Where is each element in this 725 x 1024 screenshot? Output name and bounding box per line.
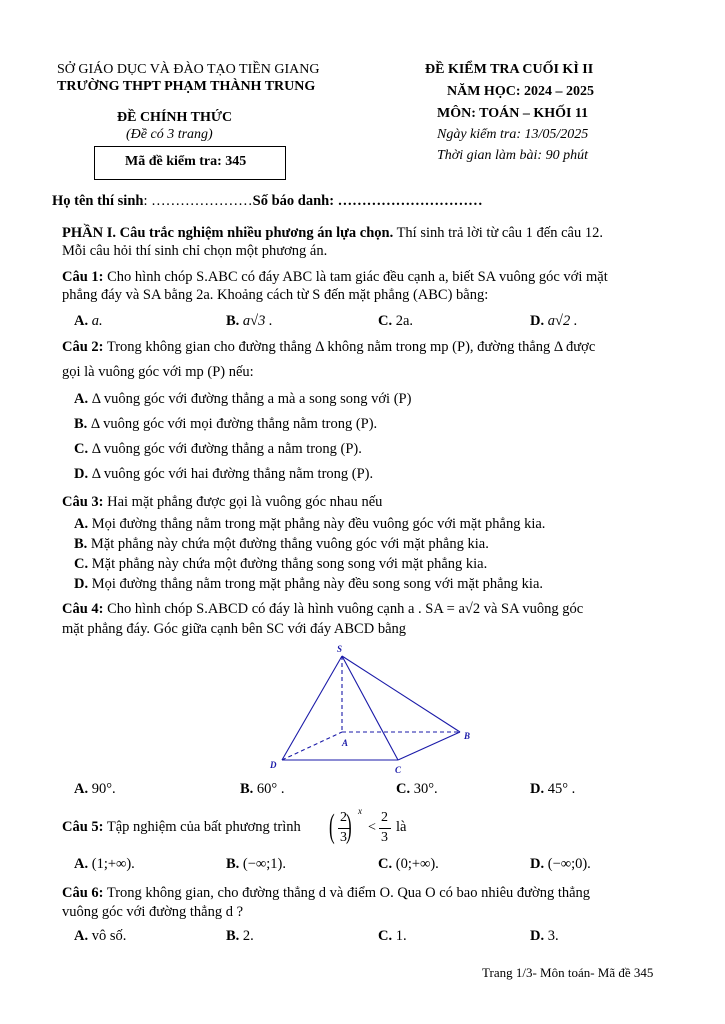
option-letter: C. — [378, 928, 393, 944]
question-2-line1 — [62, 339, 595, 356]
option-text: 1. — [395, 928, 407, 944]
option-text: Δ vuông góc với đường thẳng a mà a song song với (P) — [91, 391, 412, 407]
q4-option-c[interactable] — [396, 781, 438, 798]
q6-option-d[interactable] — [530, 928, 559, 945]
option-letter: C. — [396, 781, 411, 797]
edge-SD — [282, 656, 342, 760]
q5-option-c[interactable] — [378, 856, 439, 873]
right-paren: ) — [346, 808, 352, 845]
option-text: 60° . — [256, 781, 285, 797]
option-text: (1;+∞). — [91, 856, 135, 872]
option-letter: A. — [74, 391, 89, 407]
option-text: vô số. — [91, 928, 127, 944]
exam-code: Mã đề kiểm tra: 345 — [125, 154, 247, 169]
question-3-line1 — [62, 494, 382, 511]
subject: MÔN: TOÁN – KHỐI 11 — [437, 106, 589, 121]
exam-title: ĐỀ KIỂM TRA CUỐI KÌ II — [425, 62, 594, 77]
student-name-field: : ………………… — [143, 193, 253, 209]
question-5-tail: là — [396, 819, 407, 835]
question-4-line2: mặt phẳng đáy. Góc giữa cạnh bên SC với đáy ABCD bằng — [62, 621, 406, 637]
question-3-label: Câu 3: — [62, 494, 104, 510]
question-6-text: Trong không gian, cho đường thẳng d và điểm O. Qua O có bao nhiêu đường thẳng — [103, 885, 591, 901]
q3-option-c[interactable] — [74, 556, 487, 573]
rhs-denominator: 3 — [381, 830, 388, 845]
q1-option-c[interactable] — [378, 313, 413, 330]
option-text: Mọi đường thẳng nằm trong mặt phẳng này đều song song với mặt phẳng kia. — [91, 576, 544, 592]
option-text: (0;+∞). — [395, 856, 439, 872]
vertex-label-C: C — [395, 765, 402, 775]
q1-option-a[interactable] — [74, 313, 103, 330]
q2-option-d[interactable] — [74, 466, 373, 483]
option-text: 90°. — [91, 781, 116, 797]
left-paren: ( — [329, 808, 335, 845]
q3-option-b[interactable] — [74, 536, 489, 553]
vertex-label-B: B — [464, 731, 471, 741]
part1-desc: Thí sinh trả lời từ câu 1 đến câu 12. — [393, 225, 603, 241]
q1-option-d[interactable] — [530, 313, 577, 330]
q1-option-b[interactable] — [226, 313, 273, 330]
q2-option-b[interactable] — [74, 416, 377, 433]
pyramid-figure — [262, 640, 482, 780]
option-text: (−∞;0). — [547, 856, 591, 872]
question-1-text: Cho hình chóp S.ABC có đáy ABC là tam giác đều cạnh a, biết SA vuông góc với mặt — [103, 269, 608, 285]
edge-SC — [342, 656, 398, 760]
part1-desc-line2: Mỗi câu hỏi thí sinh chỉ chọn một phương án. — [62, 243, 328, 259]
question-2-line2: gọi là vuông góc với mp (P) nếu: — [62, 364, 254, 380]
option-text: 30°. — [413, 781, 438, 797]
q6-option-b[interactable] — [226, 928, 254, 945]
question-5-inequality — [329, 806, 424, 852]
option-letter: B. — [240, 781, 254, 797]
question-4-text: Cho hình chóp S.ABCD có đáy là hình vuông cạnh a . SA = a√2 và SA vuông góc — [103, 601, 584, 617]
option-text: (−∞;1). — [242, 856, 286, 872]
option-text: Mọi đường thẳng nằm trong mặt phẳng này đều vuông góc với mặt phẳng kia. — [91, 516, 546, 532]
option-text: 45° . — [547, 781, 576, 797]
option-text: 2. — [242, 928, 254, 944]
option-text: Δ vuông góc với hai đường thẳng nằm trong (P). — [91, 466, 374, 482]
less-than: < — [368, 820, 376, 835]
q4-option-a[interactable] — [74, 781, 116, 798]
part1-heading — [62, 225, 603, 242]
question-6-line1 — [62, 885, 590, 902]
q5-option-d[interactable] — [530, 856, 591, 873]
option-text: 3. — [547, 928, 559, 944]
exam-date: Ngày kiểm tra: 13/05/2025 — [437, 127, 589, 142]
student-info-line — [52, 193, 483, 210]
q4-option-b[interactable] — [240, 781, 284, 798]
q6-option-a[interactable] — [74, 928, 126, 945]
edge-SB — [342, 656, 460, 732]
question-1-line2: phẳng đáy và SA bằng 2a. Khoảng cách từ S đến mặt phẳng (ABC) bằng: — [62, 287, 489, 303]
option-letter: B. — [226, 856, 240, 872]
part1-title: PHẦN I. Câu trắc nghiệm nhiều phương án lựa chọn. — [62, 225, 394, 241]
question-6-label: Câu 6: — [62, 885, 104, 901]
q3-option-d[interactable] — [74, 576, 543, 593]
student-name-label: Họ tên thí sinh — [52, 193, 144, 209]
official-label: ĐỀ CHÍNH THỨC — [117, 110, 233, 125]
edge-CB — [398, 732, 460, 760]
option-text: Δ vuông góc với mọi đường thẳng nằm trong (P). — [90, 416, 378, 432]
q2-option-a[interactable] — [74, 391, 411, 408]
exponent: x — [358, 806, 362, 816]
option-letter: D. — [530, 928, 545, 944]
option-letter: C. — [378, 856, 393, 872]
option-letter: A. — [74, 313, 89, 329]
rhs-numerator: 2 — [381, 810, 388, 825]
option-text: a√2 . — [547, 313, 578, 329]
q4-option-d[interactable] — [530, 781, 575, 798]
question-5-label: Câu 5: — [62, 819, 104, 835]
exam-duration: Thời gian làm bài: 90 phút — [437, 148, 588, 163]
school-name: TRƯỜNG THPT PHẠM THÀNH TRUNG — [57, 79, 316, 94]
question-5-text: Tập nghiệm của bất phương trình — [103, 819, 301, 835]
option-letter: A. — [74, 856, 89, 872]
student-id-label: Số báo danh: ………………………… — [252, 193, 483, 209]
option-letter: C. — [74, 556, 89, 572]
q6-option-c[interactable] — [378, 928, 407, 945]
option-text: Mặt phẳng này chứa một đường thẳng vuông góc với mặt phẳng kia. — [90, 536, 489, 552]
option-letter: D. — [74, 576, 89, 592]
option-letter: D. — [530, 313, 545, 329]
vertex-label-A: A — [342, 738, 349, 748]
edge-DA-hidden — [282, 732, 342, 760]
question-3-text: Hai mặt phẳng được gọi là vuông góc nhau nếu — [103, 494, 383, 510]
fraction-numerator: 2 — [340, 810, 347, 825]
option-letter: B. — [74, 536, 88, 552]
question-6-line2: vuông góc với đường thẳng d ? — [62, 904, 244, 920]
option-letter: A. — [74, 928, 89, 944]
option-text: Mặt phẳng này chứa một đường thẳng song song với mặt phẳng kia. — [91, 556, 488, 572]
option-text: a. — [91, 313, 103, 329]
q3-option-a[interactable] — [74, 516, 545, 533]
question-2-label: Câu 2: — [62, 339, 104, 355]
vertex-label-S: S — [337, 644, 343, 654]
option-letter: A. — [74, 516, 89, 532]
question-4-label: Câu 4: — [62, 601, 104, 617]
option-text: a√3 . — [242, 313, 273, 329]
question-2-text: Trong không gian cho đường thẳng Δ không nằm trong mp (P), đường thẳng Δ được — [103, 339, 596, 355]
option-text: Δ vuông góc với đường thẳng a nằm trong (P). — [91, 441, 362, 457]
option-text: 2a. — [395, 313, 414, 329]
question-5-line — [62, 819, 301, 836]
option-letter: D. — [74, 466, 89, 482]
option-letter: D. — [530, 781, 545, 797]
option-letter: C. — [74, 441, 89, 457]
department-name: SỞ GIÁO DỤC VÀ ĐÀO TẠO TIỀN GIANG — [57, 62, 320, 77]
rhs-fraction-bar — [379, 828, 391, 829]
fraction-denominator: 3 — [340, 830, 347, 845]
q2-option-c[interactable] — [74, 441, 362, 458]
school-year: NĂM HỌC: 2024 – 2025 — [447, 84, 594, 99]
q5-option-a[interactable] — [74, 856, 135, 873]
q5-option-b[interactable] — [226, 856, 286, 873]
question-4-line1 — [62, 601, 583, 618]
option-letter: D. — [530, 856, 545, 872]
option-letter: B. — [74, 416, 88, 432]
page-footer: Trang 1/3- Môn toán- Mã đề 345 — [482, 965, 654, 980]
question-1-label: Câu 1: — [62, 269, 104, 285]
pages-note: (Đề có 3 trang) — [126, 127, 213, 142]
option-letter: C. — [378, 313, 393, 329]
option-letter: B. — [226, 313, 240, 329]
option-letter: B. — [226, 928, 240, 944]
option-letter: A. — [74, 781, 89, 797]
vertex-label-D: D — [270, 760, 277, 770]
exam-code-box — [94, 146, 286, 180]
question-1-line1 — [62, 269, 608, 286]
